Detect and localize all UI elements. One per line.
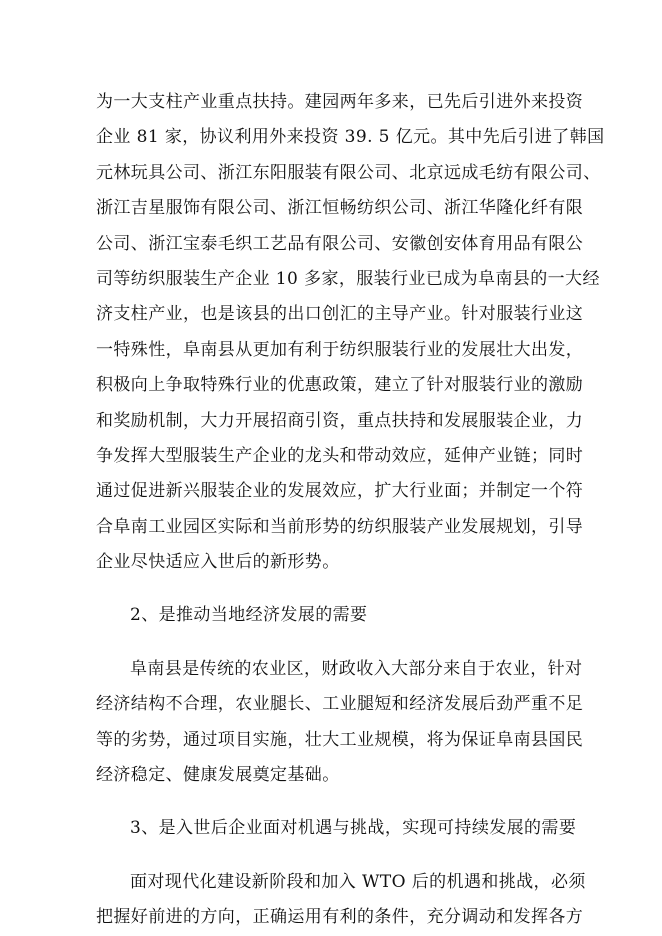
section-heading-3: 3、是入世后企业面对机遇与挑战，实现可持续发展的需要 xyxy=(130,818,577,839)
paragraph-line: 争发挥大型服装生产企业的龙头和带动效应，延伸产业链；同时 xyxy=(96,445,584,466)
paragraph-line: 把握好前进的方向，正确运用有利的条件，充分调动和发挥各方 xyxy=(96,907,584,928)
paragraph-line: 企业 81 家，协议利用外来投资 39. 5 亿元。其中先后引进了韩国 xyxy=(96,127,605,148)
section-heading-2: 2、是推动当地经济发展的需要 xyxy=(130,605,368,626)
paragraph-1 xyxy=(96,85,606,580)
paragraph-line: 一特殊性，阜南县从更加有利于纺织服装行业的发展壮大出发， xyxy=(96,339,584,360)
paragraph-3 xyxy=(96,865,606,936)
paragraph-line: 等的劣势，通过项目实施，壮大工业规模，将为保证阜南县国民 xyxy=(96,729,584,750)
paragraph-line: 司等纺织服装生产企业 10 多家，服装行业已成为阜南县的一大经 xyxy=(96,268,600,289)
paragraph-line: 经济稳定、健康发展奠定基础。 xyxy=(96,765,340,786)
paragraph-line: 浙江吉星服饰有限公司、浙江恒畅纺织公司、浙江华隆化纤有限 xyxy=(96,198,584,219)
paragraph-line: 积极向上争取特殊行业的优惠政策，建立了针对服装行业的激励 xyxy=(96,375,584,396)
spacer xyxy=(96,847,606,865)
paragraph-line: 合阜南工业园区实际和当前形势的纺织服装产业发展规划，引导 xyxy=(96,516,584,537)
paragraph-line: 济支柱产业，也是该县的出口创汇的主导产业。针对服装行业这 xyxy=(96,304,584,325)
paragraph-line: 为一大支柱产业重点扶持。建园两年多来，已先后引进外来投资 xyxy=(96,92,584,112)
paragraph-line: 元林玩具公司、浙江东阳服装有限公司、北京远成毛纺有限公司、 xyxy=(96,162,601,183)
paragraph-line: 公司、浙江宝泰毛织工艺品有限公司、安徽创安体育用品有限公 xyxy=(96,233,584,254)
spacer xyxy=(96,634,606,652)
paragraph-2 xyxy=(96,652,606,794)
paragraph-line: 阜南县是传统的农业区，财政收入大部分来自于农业，针对 xyxy=(130,658,583,679)
paragraph-line: 和奖励机制，大力开展招商引资，重点扶持和发展服装企业，力 xyxy=(96,410,584,431)
paragraph-line: 经济结构不合理，农业腿长、工业腿短和经济发展后劲严重不足 xyxy=(96,694,584,715)
paragraph-line: 企业尽快适应入世后的新形势。 xyxy=(96,552,340,573)
spacer xyxy=(96,793,606,811)
paragraph-line: 面对现代化建设新阶段和加入 WTO 后的机遇和挑战，必须 xyxy=(130,871,586,892)
spacer xyxy=(96,580,606,598)
paragraph-line: 通过促进新兴服装企业的发展效应，扩大行业面；并制定一个符 xyxy=(96,481,584,502)
document-body xyxy=(96,85,606,936)
